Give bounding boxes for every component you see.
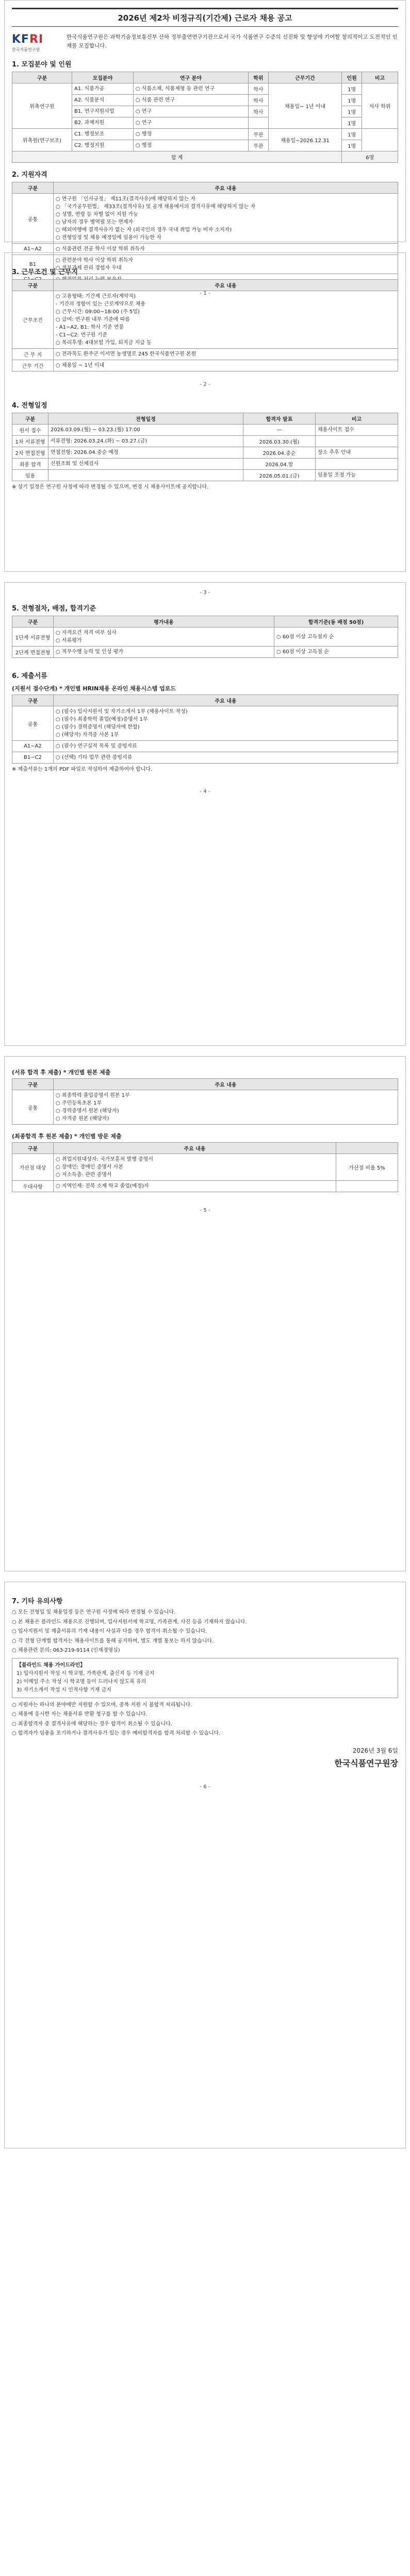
- submit-after-table: [12, 1078, 398, 1125]
- list-item: ○ 각 전형 단계별 합격자는 채용사이트를 통해 공지하며, 별도 개별 통보는 하지 않습니다.: [12, 1638, 214, 1644]
- page-4: [4, 1056, 406, 1571]
- table-cell: 서류전형: 2026.03.24.(화) ~ 03.27.(금): [48, 436, 243, 447]
- table-cell: 위촉연구원: [12, 83, 72, 129]
- table-row: [12, 752, 398, 764]
- table-cell: 위촉원(연구보조): [12, 129, 72, 151]
- recruit-table: [12, 72, 398, 163]
- logo-subtitle: 한국식품연구원: [12, 47, 40, 52]
- table-cell: [336, 1181, 398, 1192]
- table-row: [12, 1154, 398, 1181]
- total-value: 6명: [342, 151, 398, 163]
- table-cell: ○ 관련분야 학사 이상 학위 취득자 ○ 정부과제 관리 경험자 우대: [54, 255, 398, 274]
- table-cell: ○ 직무수행 능력 및 인성 평가: [54, 647, 274, 658]
- table-cell: 1명: [342, 117, 362, 129]
- list-item: ○ 모든 전형일 및 채용일정 등은 연구원 사정에 따라 변경될 수 있습니다.: [12, 1609, 176, 1615]
- col-header: 학위: [248, 72, 268, 83]
- schedule-table: [12, 413, 398, 481]
- page-number: - 2 -: [200, 382, 210, 387]
- page-number: - 6 -: [200, 1784, 210, 1790]
- table-row: [12, 129, 398, 140]
- table-cell: 1명: [342, 95, 362, 106]
- table-cell: 1명: [342, 140, 362, 151]
- table-cell: ○ 전라북도 완주군 이서면 농생명로 245 한국식품연구원 본원: [54, 349, 398, 360]
- documents-table: [12, 694, 398, 764]
- table-cell: [316, 459, 398, 470]
- list-item: ○ 본 채용은 블라인드 채용으로 진행되며, 입사지원서에 학교명, 가족관계, 사진 등을 기재하지 않습니다.: [12, 1619, 247, 1625]
- table-cell: 2단계 면접전형: [12, 647, 54, 658]
- table-row: [12, 349, 398, 360]
- page-number: - 4 -: [200, 789, 210, 794]
- col-header: 구분: [12, 616, 54, 628]
- col-header: 구분: [12, 413, 48, 425]
- guideline-title: 【블라인드 채용 가이드라인】: [17, 1662, 86, 1668]
- table-row: [12, 360, 398, 371]
- final-submit-table: [12, 1142, 398, 1192]
- list-item: ○ 채용에 응시한 자는 채용서류 반환 청구를 할 수 있습니다.: [12, 1711, 147, 1717]
- col-header: 구분: [12, 280, 54, 291]
- list-item: ○ 합격자가 임용을 포기하거나 결격사유가 있는 경우 예비합격자를 합격 처리할 수 있습니다.: [12, 1731, 221, 1736]
- table-cell: 가산점 비율 5%: [336, 1154, 398, 1181]
- table-cell: 우대사항: [12, 1181, 54, 1192]
- section-2-heading: 2. 지원자격: [12, 171, 47, 179]
- section-6-subheading: (지원서 접수단계) * 개인별 HRIN채용 온라인 채용시스템 업로드: [12, 685, 176, 692]
- table-total-row: [12, 151, 398, 163]
- table-cell: 신원조회 및 신체검사: [48, 459, 243, 470]
- table-cell: A1. 식품가공: [72, 83, 133, 95]
- table-cell: ○ 연구: [133, 106, 248, 117]
- table-cell: 2026.03.30.(월): [243, 436, 316, 447]
- col-header: 구분: [12, 695, 54, 706]
- document-title: 2026년 제2차 비정규직(기간제) 근로자 채용 공고: [12, 8, 398, 27]
- col-header: 주요 내용: [54, 1079, 398, 1090]
- page-3: [4, 582, 406, 1046]
- table-cell: [48, 470, 243, 481]
- table-cell: ○ 취업지원대상자: 국가보훈처 발행 증명서 ○ 장애인: 장애인 증명서 사본 ○ 저소득층: 관련 증명서: [54, 1154, 336, 1181]
- table-cell: ○ (필수) 입사지원서 및 자기소개서 1부 (채용사이트 작성) ○ (필수) 최종학력 졸업(예정)증명서 1부 ○ (필수) 경력증명서 (해당자에 한함) ○ (해당자) 자격증 사본 1부: [54, 706, 398, 741]
- table-cell: 1단계 서류전형: [12, 628, 54, 647]
- documents-note: ※ 제출서류는 1개의 PDF 파일로 작성하여 제출하여야 합니다.: [12, 767, 153, 772]
- col-header: 주요 내용: [54, 1143, 336, 1154]
- table-cell: [248, 117, 268, 129]
- table-row: [12, 83, 398, 95]
- table-cell: 공통: [12, 194, 54, 244]
- list-item: ○ 입사지원서 및 제출서류의 기재 내용이 사실과 다를 경우 합격이 취소될 수 있습니다.: [12, 1629, 207, 1634]
- section-4-heading: 4. 전형일정: [12, 402, 47, 410]
- table-cell: 임용일 조정 가능: [316, 470, 398, 481]
- col-header: 평가내용: [54, 616, 274, 628]
- table-cell: 2026.05.01.(금): [243, 470, 316, 481]
- table-cell: 석사 학위: [362, 83, 398, 129]
- table-cell: 근무 기간: [12, 360, 54, 371]
- table-cell: 근무조건: [12, 291, 54, 349]
- table-row: [12, 194, 398, 244]
- table-row: [12, 647, 398, 658]
- page-number: - 5 -: [200, 1208, 210, 1213]
- section-5-heading: 5. 전형절차, 배점, 합격기준: [12, 605, 96, 613]
- col-header: 모집분야: [72, 72, 133, 83]
- table-cell: 채용사이트 접수: [316, 425, 398, 436]
- table-cell: ○ (선택) 기타 업무 관련 증빙서류: [54, 752, 398, 764]
- table-cell: 1명: [342, 129, 362, 140]
- logo-mark: KFRI: [12, 33, 44, 46]
- table-cell: C1. 행정보조: [72, 129, 133, 140]
- col-header: 구분: [12, 1079, 54, 1090]
- table-cell: 1명: [342, 83, 362, 95]
- guideline-box: [12, 1658, 398, 1698]
- list-item: ○ 최종합격자 중 결격사유에 해당하는 경우 합격이 취소될 수 있습니다.: [12, 1721, 172, 1727]
- table-cell: 2026.04.말: [243, 459, 316, 470]
- col-header: 비고: [362, 72, 398, 83]
- section-7-heading: 7. 기타 유의사항: [12, 1598, 63, 1605]
- table-row: [12, 1181, 398, 1192]
- list-item: ○ 지원자는 하나의 분야에만 지원할 수 있으며, 중복 지원 시 불합격 처리됩니다.: [12, 1702, 192, 1708]
- table-cell: ○ 지역인재: 전북 소재 학교 졸업(예정)자: [54, 1181, 336, 1192]
- page-5: [4, 1582, 406, 2148]
- table-row: [12, 459, 398, 470]
- header-row: [12, 33, 398, 53]
- intro-text: 한국식품연구원은 과학기술정보통신부 산하 정부출연연구기관으로서 국가 식품연구 수준의 선진화 및 향상에 기여할 창의적이고 도전적인 인재를 모집합니다.: [67, 34, 398, 49]
- table-cell: C2. 행정지원: [72, 140, 133, 151]
- table-cell: ○ 60점 이상 고득점 순: [274, 647, 398, 658]
- table-cell: ○ 자격요건 적격 여부 심사 ○ 서류평가: [54, 628, 274, 647]
- col-header: 구분: [12, 72, 72, 83]
- table-cell: A2. 식품분석: [72, 95, 133, 106]
- table-cell: ○ 최종학력 졸업증명서 원본 1부 ○ 주민등록초본 1부 ○ 경력증명서 원본 (해당자) ○ 자격증 원본 (해당자): [54, 1090, 398, 1125]
- col-header: 주요 내용: [54, 182, 398, 194]
- table-cell: B1. 연구지원사업: [72, 106, 133, 117]
- table-cell: 원서 접수: [12, 425, 48, 436]
- table-row: [12, 470, 398, 481]
- col-header: 합격기준(동 배점 50점): [274, 616, 398, 628]
- table-cell: [316, 436, 398, 447]
- table-cell: —: [243, 425, 316, 436]
- table-cell: 1차 서류전형: [12, 436, 48, 447]
- section-1-heading: 1. 모집분야 및 인원: [12, 61, 72, 69]
- table-cell: B1~C2: [12, 752, 54, 764]
- table-cell: B2. 과제지원: [72, 117, 133, 129]
- notice-list: [12, 1608, 398, 1655]
- section-3-heading: 3. 근무조건 및 근무지: [12, 268, 78, 276]
- table-cell: 장소 추후 안내: [316, 447, 398, 459]
- table-cell: 공통: [12, 706, 54, 741]
- table-cell: 무관: [248, 129, 268, 140]
- table-cell: 채용일~2026.12.31: [268, 129, 341, 151]
- table-cell: 학사: [248, 95, 268, 106]
- page-number: - 1 -: [200, 291, 210, 296]
- schedule-note: ※ 상기 일정은 연구원 사정에 따라 변경될 수 있으며, 변경 시 채용사이트에 공지합니다.: [12, 484, 209, 490]
- table-cell: 가산점 대상: [12, 1154, 54, 1181]
- table-row: [12, 628, 398, 647]
- table-cell: ○ (필수) 연구실적 목록 및 증빙자료: [54, 741, 398, 752]
- col-header: 인원: [342, 72, 362, 83]
- table-row: [12, 436, 398, 447]
- table-cell: 2026.03.09.(월) ~ 03.23.(월) 17:00: [48, 425, 243, 436]
- table-cell: ○ 식품관련 전공 학사 이상 학위 취득자: [54, 244, 398, 255]
- table-cell: A1~A2: [12, 244, 54, 255]
- table-cell: ○ 식품소재, 식품제형 등 관련 연구: [133, 83, 248, 95]
- page-number: - 3 -: [200, 590, 210, 596]
- page-2: [4, 252, 406, 572]
- table-cell: 무관: [248, 140, 268, 151]
- list-item: ○ 채용관련 문의: 063-219-9114 (인재경영실): [12, 1648, 120, 1653]
- table-cell: 임용: [12, 470, 48, 481]
- total-label: 합 계: [12, 151, 342, 163]
- col-header: [336, 1143, 398, 1154]
- list-item: 3) 자기소개서 작성 시 인적사항 기재 금지: [17, 1687, 111, 1693]
- table-cell: 2차 면접전형: [12, 447, 48, 459]
- table-cell: 채용일~ 1년 이내: [268, 83, 341, 129]
- col-header: 합격자 발표: [243, 413, 316, 425]
- table-cell: 2026.04.중순: [243, 447, 316, 459]
- notice-list-2: [12, 1701, 398, 1738]
- table-row: [12, 706, 398, 741]
- table-cell: [362, 129, 398, 151]
- announcement-date: 2026년 3월 6일: [352, 1747, 398, 1754]
- table-cell: ○ 행정: [133, 129, 248, 140]
- table-row: [12, 1090, 398, 1125]
- table-row: [12, 741, 398, 752]
- col-header: 주요 내용: [54, 280, 398, 291]
- conditions-table: [12, 279, 398, 371]
- section-6b-sub2: (최종합격 후 원본 제출) * 개인별 방문 제출: [12, 1133, 122, 1140]
- col-header: 구분: [12, 182, 54, 194]
- logo: [12, 33, 61, 53]
- table-cell: 최종 합격: [12, 459, 48, 470]
- col-header: 연구 분야: [133, 72, 248, 83]
- table-cell: 1명: [342, 106, 362, 117]
- section-6-heading: 6. 제출서류: [12, 672, 47, 680]
- table-cell: 학사: [248, 83, 268, 95]
- list-item: 2) 이메일 주소 작성 시 학교명 등이 드러나지 않도록 유의: [17, 1679, 146, 1685]
- col-header: 전형일정: [48, 413, 243, 425]
- table-cell: ○ 60점 이상 고득점자 순: [274, 628, 398, 647]
- table-cell: ○ 행정: [133, 140, 248, 151]
- col-header: 주요 내용: [54, 695, 398, 706]
- table-cell: 면접전형: 2026.04.중순 예정: [48, 447, 243, 459]
- table-cell: ○ 식품 관련 연구: [133, 95, 248, 106]
- table-cell: A1~A2: [12, 741, 54, 752]
- table-cell: ○ 고용형태: 기간제 근로자(계약직) - 기간의 정함이 있는 근로계약으로 채용 ○ 근무시간: 09:00~18:00 (주 5일) ○ 급여: 연구원 내부 기준에 따름 - A1~A2, B1: 학사 기준 연봉 - C1~C2: 연구원 기준 ○ 복리후생: 4대보험 가입, 퇴직금 지급 등: [54, 291, 398, 349]
- table-cell: ○ 채용일 ~ 1년 이내: [54, 360, 398, 371]
- table-cell: 학사: [248, 106, 268, 117]
- selection-table: [12, 616, 398, 658]
- table-cell: B1: [12, 255, 54, 274]
- col-header: 근무기간: [268, 72, 341, 83]
- table-cell: 근 무 지: [12, 349, 54, 360]
- organization-name: 한국식품연구원장: [334, 1758, 398, 1768]
- col-header: 비고: [316, 413, 398, 425]
- table-row: [12, 425, 398, 436]
- list-item: 1) 입사지원서 작성 시 학교명, 가족관계, 출신지 등 기재 금지: [17, 1670, 155, 1676]
- table-cell: ○ 연구: [133, 117, 248, 129]
- table-cell: 공통: [12, 1090, 54, 1125]
- table-row: [12, 291, 398, 349]
- section-6b-sub1: (서류 합격 후 제출) * 개인별 원본 제출: [12, 1069, 111, 1076]
- col-header: 구분: [12, 1143, 54, 1154]
- table-row: [12, 447, 398, 459]
- table-cell: ○ 연구원 「인사규정」 제11조(결격사유)에 해당하지 않는 자 ○ 「국가공무원법」 제33조(결격사유) 및 공개 채용에서의 결격사유에 해당하지 않는 자 ○ 성별, 연령 등 차별 없이 지원 가능 ○ 남자의 경우 병역필 또는 면제자 ○ 해외여행에 결격사유가 없는 자 (외국인의 경우 국내 취업 가능 비자 소지자) ○ 전형일정 및 채용 예정일에 임용이 가능한 자: [54, 194, 398, 244]
